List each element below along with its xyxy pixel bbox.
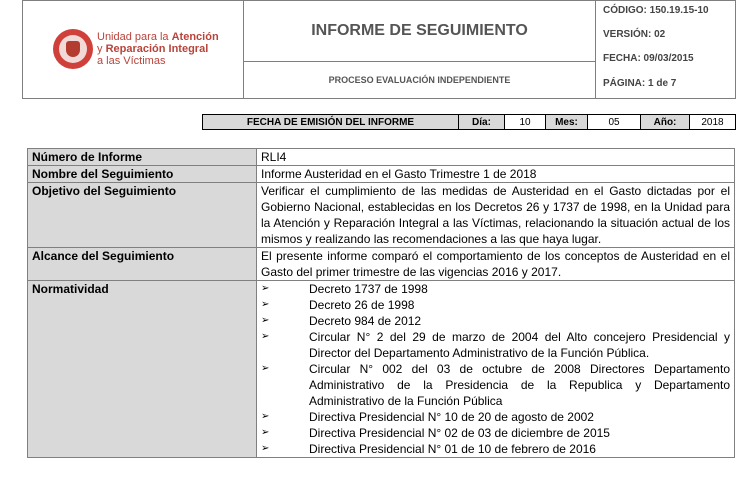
logo-line-1: Unidad para la [97,31,172,43]
alcance-value: El presente informe comparó el comportamiento de los conceptos de Austeridad en el Gasto del primer trimestre de las vigencias 2016 y 2017. [257,248,735,281]
pagina-text: PÁGINA: 1 de 7 [603,78,677,89]
logo-line-3: a las Víctimas [97,55,166,67]
list-item [261,441,730,457]
arrow-bullet-icon: ➢ [261,411,270,422]
codigo-text: CÓDIGO: 150.19.15-10 [603,5,709,16]
arrow-bullet-icon: ➢ [261,427,270,438]
objetivo-label: Objetivo del Seguimiento [28,183,257,248]
arrow-bullet-icon: ➢ [261,283,270,294]
day-value: 10 [505,115,546,129]
list-item-text: Directiva Presidencial N° 02 de 03 de diciembre de 2015 [309,426,610,440]
logo-line-1-strong: Atención [171,31,219,43]
document-title: INFORME DE SEGUIMIENTO [244,0,596,62]
table-row [28,166,735,183]
table-row [28,281,735,458]
list-item [261,313,730,329]
seal-icon [53,29,93,69]
year-label: Año: [641,115,690,129]
document-header [22,0,736,100]
list-item [261,409,730,425]
arrow-bullet-icon: ➢ [261,363,270,374]
normatividad-value [257,281,735,458]
alcance-label: Alcance del Seguimiento [28,248,257,281]
numero-value: RLI4 [257,149,735,166]
arrow-bullet-icon: ➢ [261,331,270,342]
process-name: PROCESO EVALUACIÓN INDEPENDIENTE [244,61,596,99]
list-item-text: Circular N° 2 del 29 de marzo de 2004 del Alto concejero Presidencial y Director del Departamento Administrativo de la Función Pública. [309,330,730,360]
table-row [28,183,735,248]
emission-date-strip [202,114,736,130]
list-item-text: Decreto 26 de 1998 [309,298,415,312]
emission-date-label: FECHA DE EMISIÓN DEL INFORME [203,115,459,129]
arrow-bullet-icon: ➢ [261,315,270,326]
arrow-bullet-icon: ➢ [261,299,270,310]
numero-label: Número de Informe [28,149,257,166]
objetivo-value: Verificar el cumplimiento de las medidas de Austeridad en el Gasto dictadas por el Gobierno Nacional, establecidas en los Decretos 26 y 1737 de 1998, en la Unidad para la Atención y Reparación Integral a las Víctimas, relacionando la situación actual de los mismos y realizando las recomendaciones a las que haya lugar. [257,183,735,248]
nombre-label: Nombre del Seguimiento [28,166,257,183]
table-row [28,149,735,166]
document-meta [595,0,736,99]
month-label: Mes: [546,115,588,129]
list-item-text: Decreto 1737 de 1998 [309,282,428,296]
normatividad-list [261,281,730,457]
logo-text [97,31,239,67]
normatividad-label: Normatividad [28,281,257,458]
logo-line-2: y [97,43,106,55]
table-row [28,248,735,281]
list-item [261,329,730,361]
list-item [261,361,730,409]
list-item [261,281,730,297]
day-label: Día: [459,115,505,129]
list-item-text: Directiva Presidencial N° 01 de 10 de febrero de 2016 [309,442,596,456]
logo-line-2-strong: Reparación Integral [105,43,209,55]
report-info-table [27,148,735,458]
month-value: 05 [588,115,641,129]
logo-cell [22,0,244,99]
list-item [261,297,730,313]
nombre-value: Informe Austeridad en el Gasto Trimestre 1 de 2018 [257,166,735,183]
list-item-text: Directiva Presidencial N° 10 de 20 de agosto de 2002 [309,410,594,424]
list-item-text: Decreto 984 de 2012 [309,314,422,328]
arrow-bullet-icon: ➢ [261,443,270,454]
list-item [261,425,730,441]
version-text: VERSIÓN: 02 [603,29,666,40]
year-value: 2018 [701,116,724,128]
list-item-text: Circular N° 002 del 03 de octubre de 2008 Directores Departamento Administrativo de la Presidencia de la Republica y Departamento Administrativo de la Función Pública [309,362,730,408]
fecha-text: FECHA: 09/03/2015 [603,53,694,64]
